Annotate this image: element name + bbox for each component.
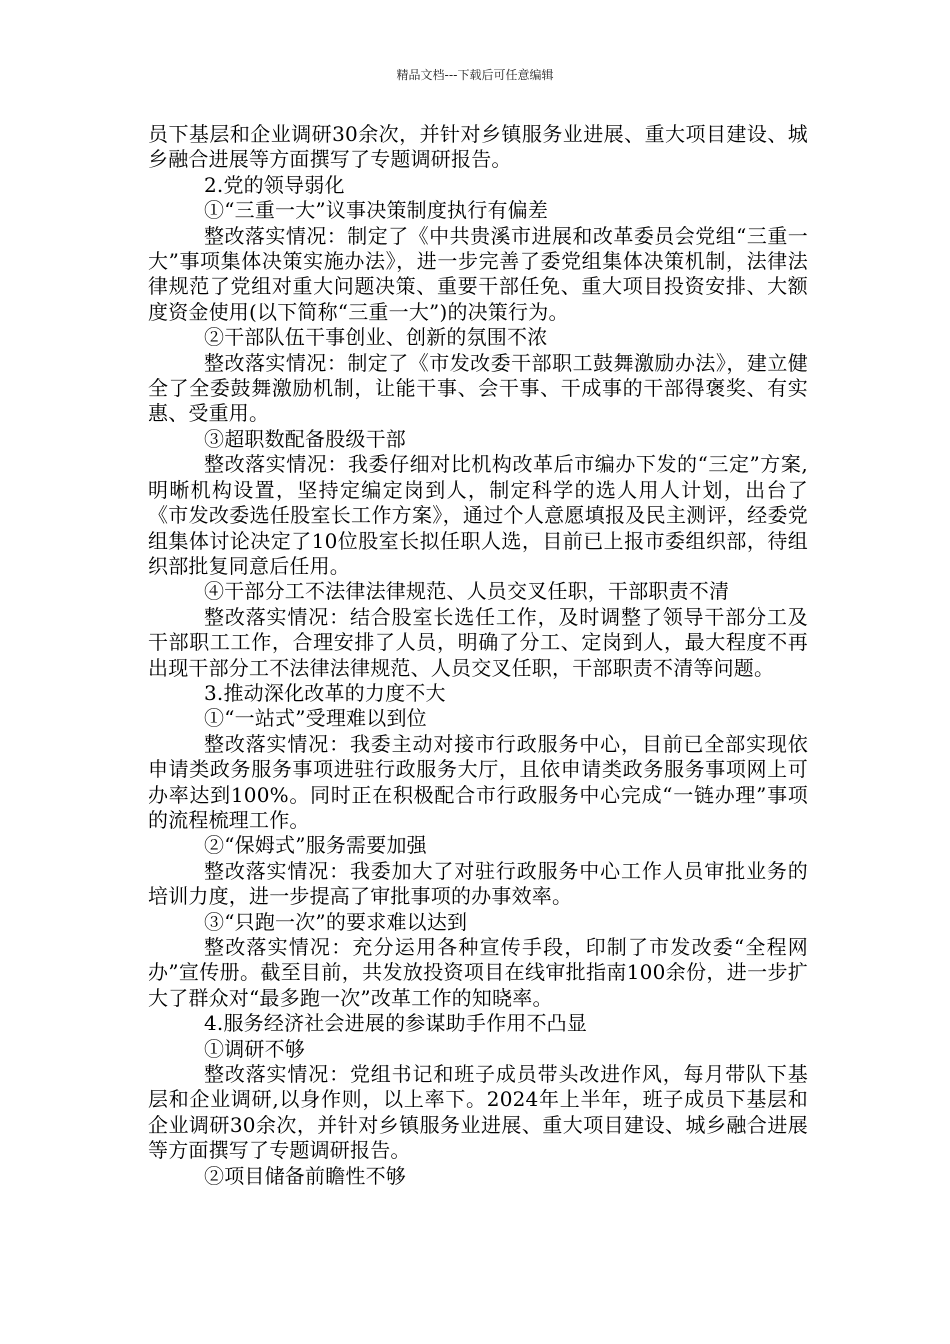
rectification-paragraph: 整改落实情况：制定了《市发改委干部职工鼓舞激励办法》，建立健全了全委鼓舞激励机制，让能干事、会干事、干成事的干部得褒奖、有实惠、受重用。: [148, 350, 808, 426]
document-body: [148, 122, 808, 1189]
issue-heading: ②项目储备前瞻性不够: [204, 1163, 406, 1188]
rectification-paragraph: 整改落实情况：我委仔细对比机构改革后市编办下发的“三定”方案,明晰机构设置，坚持定编定岗到人，制定科学的选人用人计划，出台了《市发改委选任股室长工作方案》，通过个人意愿填报及民主测评，经委党组集体讨论决定了10位股室长拟任职人选，目前已上报市委组织部，待组织部批复同意后任用。: [148, 452, 808, 578]
rectification-paragraph: 整改落实情况：制定了《中共贵溪市进展和改革委员会党组“三重一大”事项集体决策实施办法》，进一步完善了委党组集体决策机制，法律法律规范了党组对重大问题决策、重要干部任免、重大项目投资安排、大额度资金使用(以下简称“三重一大”)的决策行为。: [148, 223, 808, 324]
issue-heading: ②干部队伍干事创业、创新的氛围不浓: [204, 325, 548, 350]
rectification-paragraph: 整改落实情况：我委主动对接市行政服务中心，目前已全部实现依申请类政务服务事项进驻行政服务大厅，且依申请类政务服务事项网上可办率达到100%。同时正在积极配合市行政服务中心完成“一链办理”事项的流程梳理工作。: [148, 731, 808, 832]
issue-heading: ③超职数配备股级干部: [204, 426, 406, 451]
rectification-paragraph: 整改落实情况：结合股室长选任工作，及时调整了领导干部分工及干部职工工作，合理安排了人员，明确了分工、定岗到人，最大程度不再出现干部分工不法律法律规范、人员交叉任职，干部职责不清等问题。: [148, 604, 808, 680]
rectification-paragraph: 整改落实情况：我委加大了对驻行政服务中心工作人员审批业务的培训力度，进一步提高了审批事项的办事效率。: [148, 858, 808, 909]
issue-heading: ②“保姆式”服务需要加强: [204, 833, 427, 858]
paragraph-continuation: 员下基层和企业调研30余次，并针对乡镇服务业进展、重大项目建设、城乡融合进展等方面撰写了专题调研报告。: [148, 122, 808, 172]
issue-heading: ③“只跑一次”的要求难以达到: [204, 909, 468, 934]
issue-heading: ①“一站式”受理难以到位: [204, 706, 427, 731]
page-header: 精品文档---下载后可任意编辑: [396, 68, 554, 82]
section-heading: 3.推动深化改革的力度不大: [204, 680, 446, 705]
section-heading: 2.党的领导弱化: [204, 172, 345, 197]
section-heading: 4.服务经济社会进展的参谋助手作用不凸显: [204, 1011, 588, 1036]
issue-heading: ④干部分工不法律法律规范、人员交叉任职，干部职责不清: [204, 579, 730, 604]
rectification-paragraph: 整改落实情况：充分运用各种宣传手段，印制了市发改委“全程网办”宣传册。截至目前，共发放投资项目在线审批指南100余份，进一步扩大了群众对“最多跑一次”改革工作的知晓率。: [148, 935, 808, 1010]
rectification-paragraph: 整改落实情况：党组书记和班子成员带头改进作风，每月带队下基层和企业调研,以身作则，以上率下。2024年上半年，班子成员下基层和企业调研30余次，并针对乡镇服务业进展、重大项目建设、城乡融合进展等方面撰写了专题调研报告。: [148, 1062, 808, 1163]
issue-heading: ①“三重一大”议事决策制度执行有偏差: [204, 198, 549, 223]
issue-heading: ①调研不够: [204, 1036, 305, 1061]
